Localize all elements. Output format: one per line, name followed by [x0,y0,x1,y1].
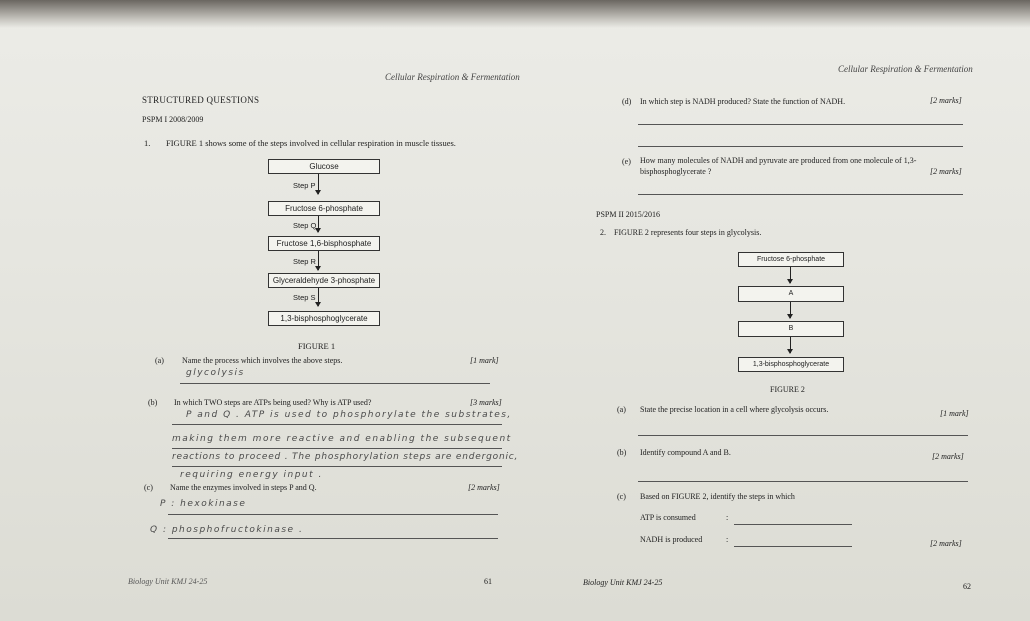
answer-line [638,124,963,125]
q1c-answer-line-2: Q : phosphofructokinase . [150,525,304,535]
fig1-arrow [318,288,319,306]
q1b-text: In which TWO steps are ATPs being used? Why is ATP used? [174,398,372,407]
fig1-arrow [318,216,319,232]
fig2-arrow [790,302,791,318]
q2b-marks: [2 marks] [932,452,964,461]
q2c-label: (c) [617,492,626,501]
q2a-marks: [1 mark] [940,409,969,418]
q2-text: FIGURE 2 represents four steps in glycolysis. [614,228,762,237]
fig1-step-s: Step S [293,293,316,302]
q2-number: 2. [600,228,606,237]
q1e-text-line-1: How many molecules of NADH and pyruvate are produced from one molecule of 1,3- [640,156,917,165]
fig2-arrow [790,267,791,283]
q1b-answer-line-3: reactions to proceed . The phosphorylation steps are endergonic, [172,452,519,462]
fig1-box-g3p: Glyceraldehyde 3-phosphate [268,273,380,288]
q2c-line1-colon: : [726,513,729,522]
q1-text: FIGURE 1 shows some of the steps involved in cellular respiration in muscle tissues. [166,138,456,148]
fig2-box-f6p: Fructose 6-phosphate [738,252,844,267]
q1d-text: In which step is NADH produced? State the function of NADH. [640,97,846,106]
answer-line [168,538,498,539]
right-page-number: 62 [963,582,971,591]
page-shadow [0,0,1030,28]
q1a-text: Name the process which involves the above steps. [182,356,343,365]
fig1-box-f6p: Fructose 6-phosphate [268,201,380,216]
fig2-box-13bpg: 1,3-bisphosphoglycerate [738,357,844,372]
answer-line [180,383,490,384]
answer-line [638,146,963,147]
fig1-step-p: Step P [293,181,316,190]
q2a-label: (a) [617,405,626,414]
q2c-line2-text: NADH is produced [640,535,703,544]
q1c-label: (c) [144,483,153,492]
answer-line [638,194,963,195]
fig1-arrow [318,251,319,270]
answer-line [638,481,968,482]
q1a-label: (a) [155,356,164,365]
fig1-arrow [318,174,319,194]
q2c-text: Based on FIGURE 2, identify the steps in which [640,492,795,501]
q1c-text: Name the enzymes involved in steps P and Q. [170,483,317,492]
q1b-label: (b) [148,398,158,407]
fig1-box-13bpg: 1,3-bisphosphoglycerate [268,311,380,326]
q1b-marks: [3 marks] [470,398,502,407]
left-running-header: Cellular Respiration & Fermentation [385,72,520,82]
answer-line [638,435,968,436]
q2b-text: Identify compound A and B. [640,448,731,457]
q1d-label: (d) [622,97,632,106]
left-exam-ref: PSPM I 2008/2009 [142,115,204,124]
section-title: STRUCTURED QUESTIONS [142,95,260,105]
right-running-header: Cellular Respiration & Fermentation [838,64,973,74]
fig1-step-r: Step R [293,257,316,266]
q1-number: 1. [144,138,151,148]
q2a-text: State the precise location in a cell where glycolysis occurs. [640,405,829,414]
right-footer: Biology Unit KMJ 24-25 [583,578,663,587]
q2c-line1-text: ATP is consumed [640,513,696,522]
left-page-number: 61 [484,577,492,586]
q1c-marks: [2 marks] [468,483,500,492]
fig2-caption: FIGURE 2 [770,385,805,394]
fig1-box-f16bp: Fructose 1,6-bisphosphate [268,236,380,251]
q1e-text-line-2: bisphosphoglycerate ? [640,167,712,176]
right-exam-ref: PSPM II 2015/2016 [596,210,661,219]
answer-line [172,448,502,449]
q1a-marks: [1 mark] [470,356,499,365]
answer-line [172,466,502,467]
answer-line [168,514,498,515]
fig1-caption: FIGURE 1 [298,341,336,351]
q1d-marks: [2 marks] [930,96,962,105]
fig2-arrow [790,337,791,353]
fig2-box-b: B [738,321,844,337]
q1b-answer-line-2: making them more reactive and enabling the subsequent [172,434,512,444]
q1e-label: (e) [622,157,631,166]
answer-line [172,424,502,425]
q1e-marks: [2 marks] [930,167,962,176]
q1c-answer-line-1: P : hexokinase [160,499,247,509]
q2c-line2-colon: : [726,535,729,544]
q1a-answer: glycolysis [186,368,245,378]
fig1-box-glucose: Glucose [268,159,380,174]
q1b-answer-line-1: P and Q . ATP is used to phosphorylate the substrates, [186,410,512,420]
fig1-step-q: Step Q [293,221,317,230]
answer-line [734,524,852,525]
left-footer: Biology Unit KMJ 24-25 [128,577,208,586]
q1b-answer-line-4: requiring energy input . [180,470,323,480]
q2c-marks: [2 marks] [930,539,962,548]
answer-line [734,546,852,547]
q2b-label: (b) [617,448,627,457]
fig2-box-a: A [738,286,844,302]
